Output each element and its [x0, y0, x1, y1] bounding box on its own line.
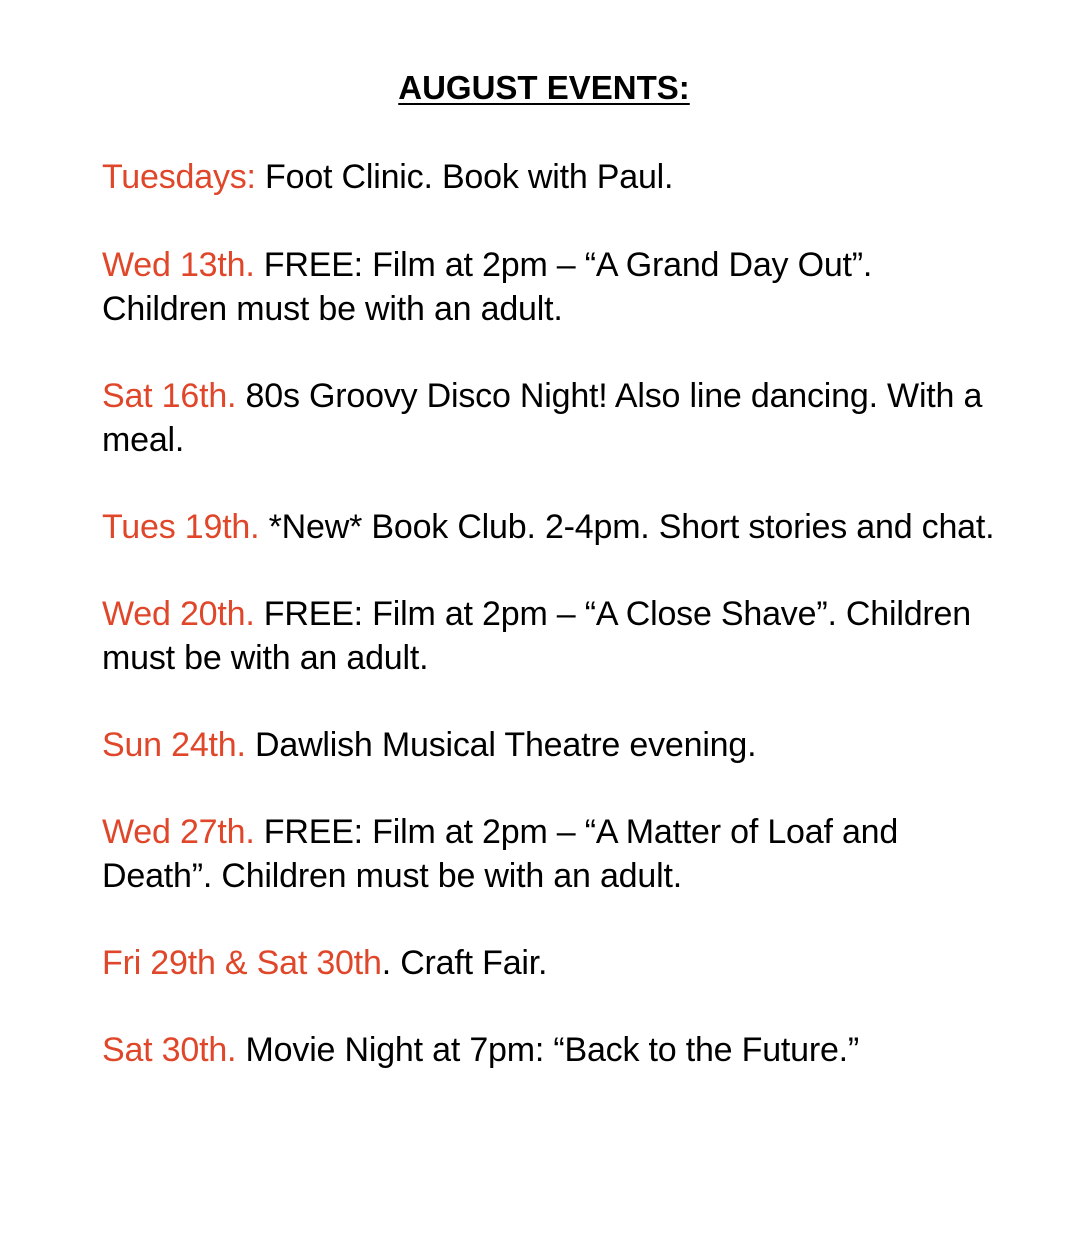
event-item — [102, 155, 1002, 199]
event-description: . Craft Fair. — [381, 944, 548, 982]
event-description: Dawlish Musical Theatre evening. — [245, 726, 757, 764]
event-date: Tuesdays: — [102, 158, 256, 196]
event-item — [102, 243, 1002, 331]
event-item — [102, 374, 1002, 462]
event-date: Wed 13th. — [102, 246, 255, 284]
event-description: FREE: Film at 2pm – “A Matter of Loaf and Death”. Children must be with an adult. — [102, 813, 899, 895]
event-item — [102, 505, 1002, 549]
event-description: Movie Night at 7pm: “Back to the Future.” — [236, 1031, 860, 1069]
event-description: FREE: Film at 2pm – “A Close Shave”. Children must be with an adult. — [102, 595, 971, 677]
events-list — [102, 155, 1002, 1115]
event-item — [102, 592, 1002, 680]
event-date: Wed 27th. — [102, 813, 255, 851]
event-date: Sun 24th. — [102, 726, 246, 764]
page-title: AUGUST EVENTS: — [398, 69, 690, 106]
event-description: Foot Clinic. Book with Paul. — [255, 158, 674, 196]
event-description: FREE: Film at 2pm – “A Grand Day Out”. Children must be with an adult. — [102, 246, 873, 328]
event-item — [102, 941, 1002, 985]
event-description: 80s Groovy Disco Night! Also line dancing. With a meal. — [102, 377, 983, 459]
event-description: *New* Book Club. 2-4pm. Short stories and chat. — [259, 508, 995, 546]
event-date: Sat 30th. — [102, 1031, 237, 1069]
event-date: Sat 16th. — [102, 377, 237, 415]
event-item — [102, 1028, 1002, 1072]
event-date: Fri 29th & Sat 30th — [102, 944, 382, 982]
event-item — [102, 810, 1002, 898]
event-item — [102, 723, 1002, 767]
event-date: Tues 19th. — [102, 508, 260, 546]
event-date: Wed 20th. — [102, 595, 255, 633]
